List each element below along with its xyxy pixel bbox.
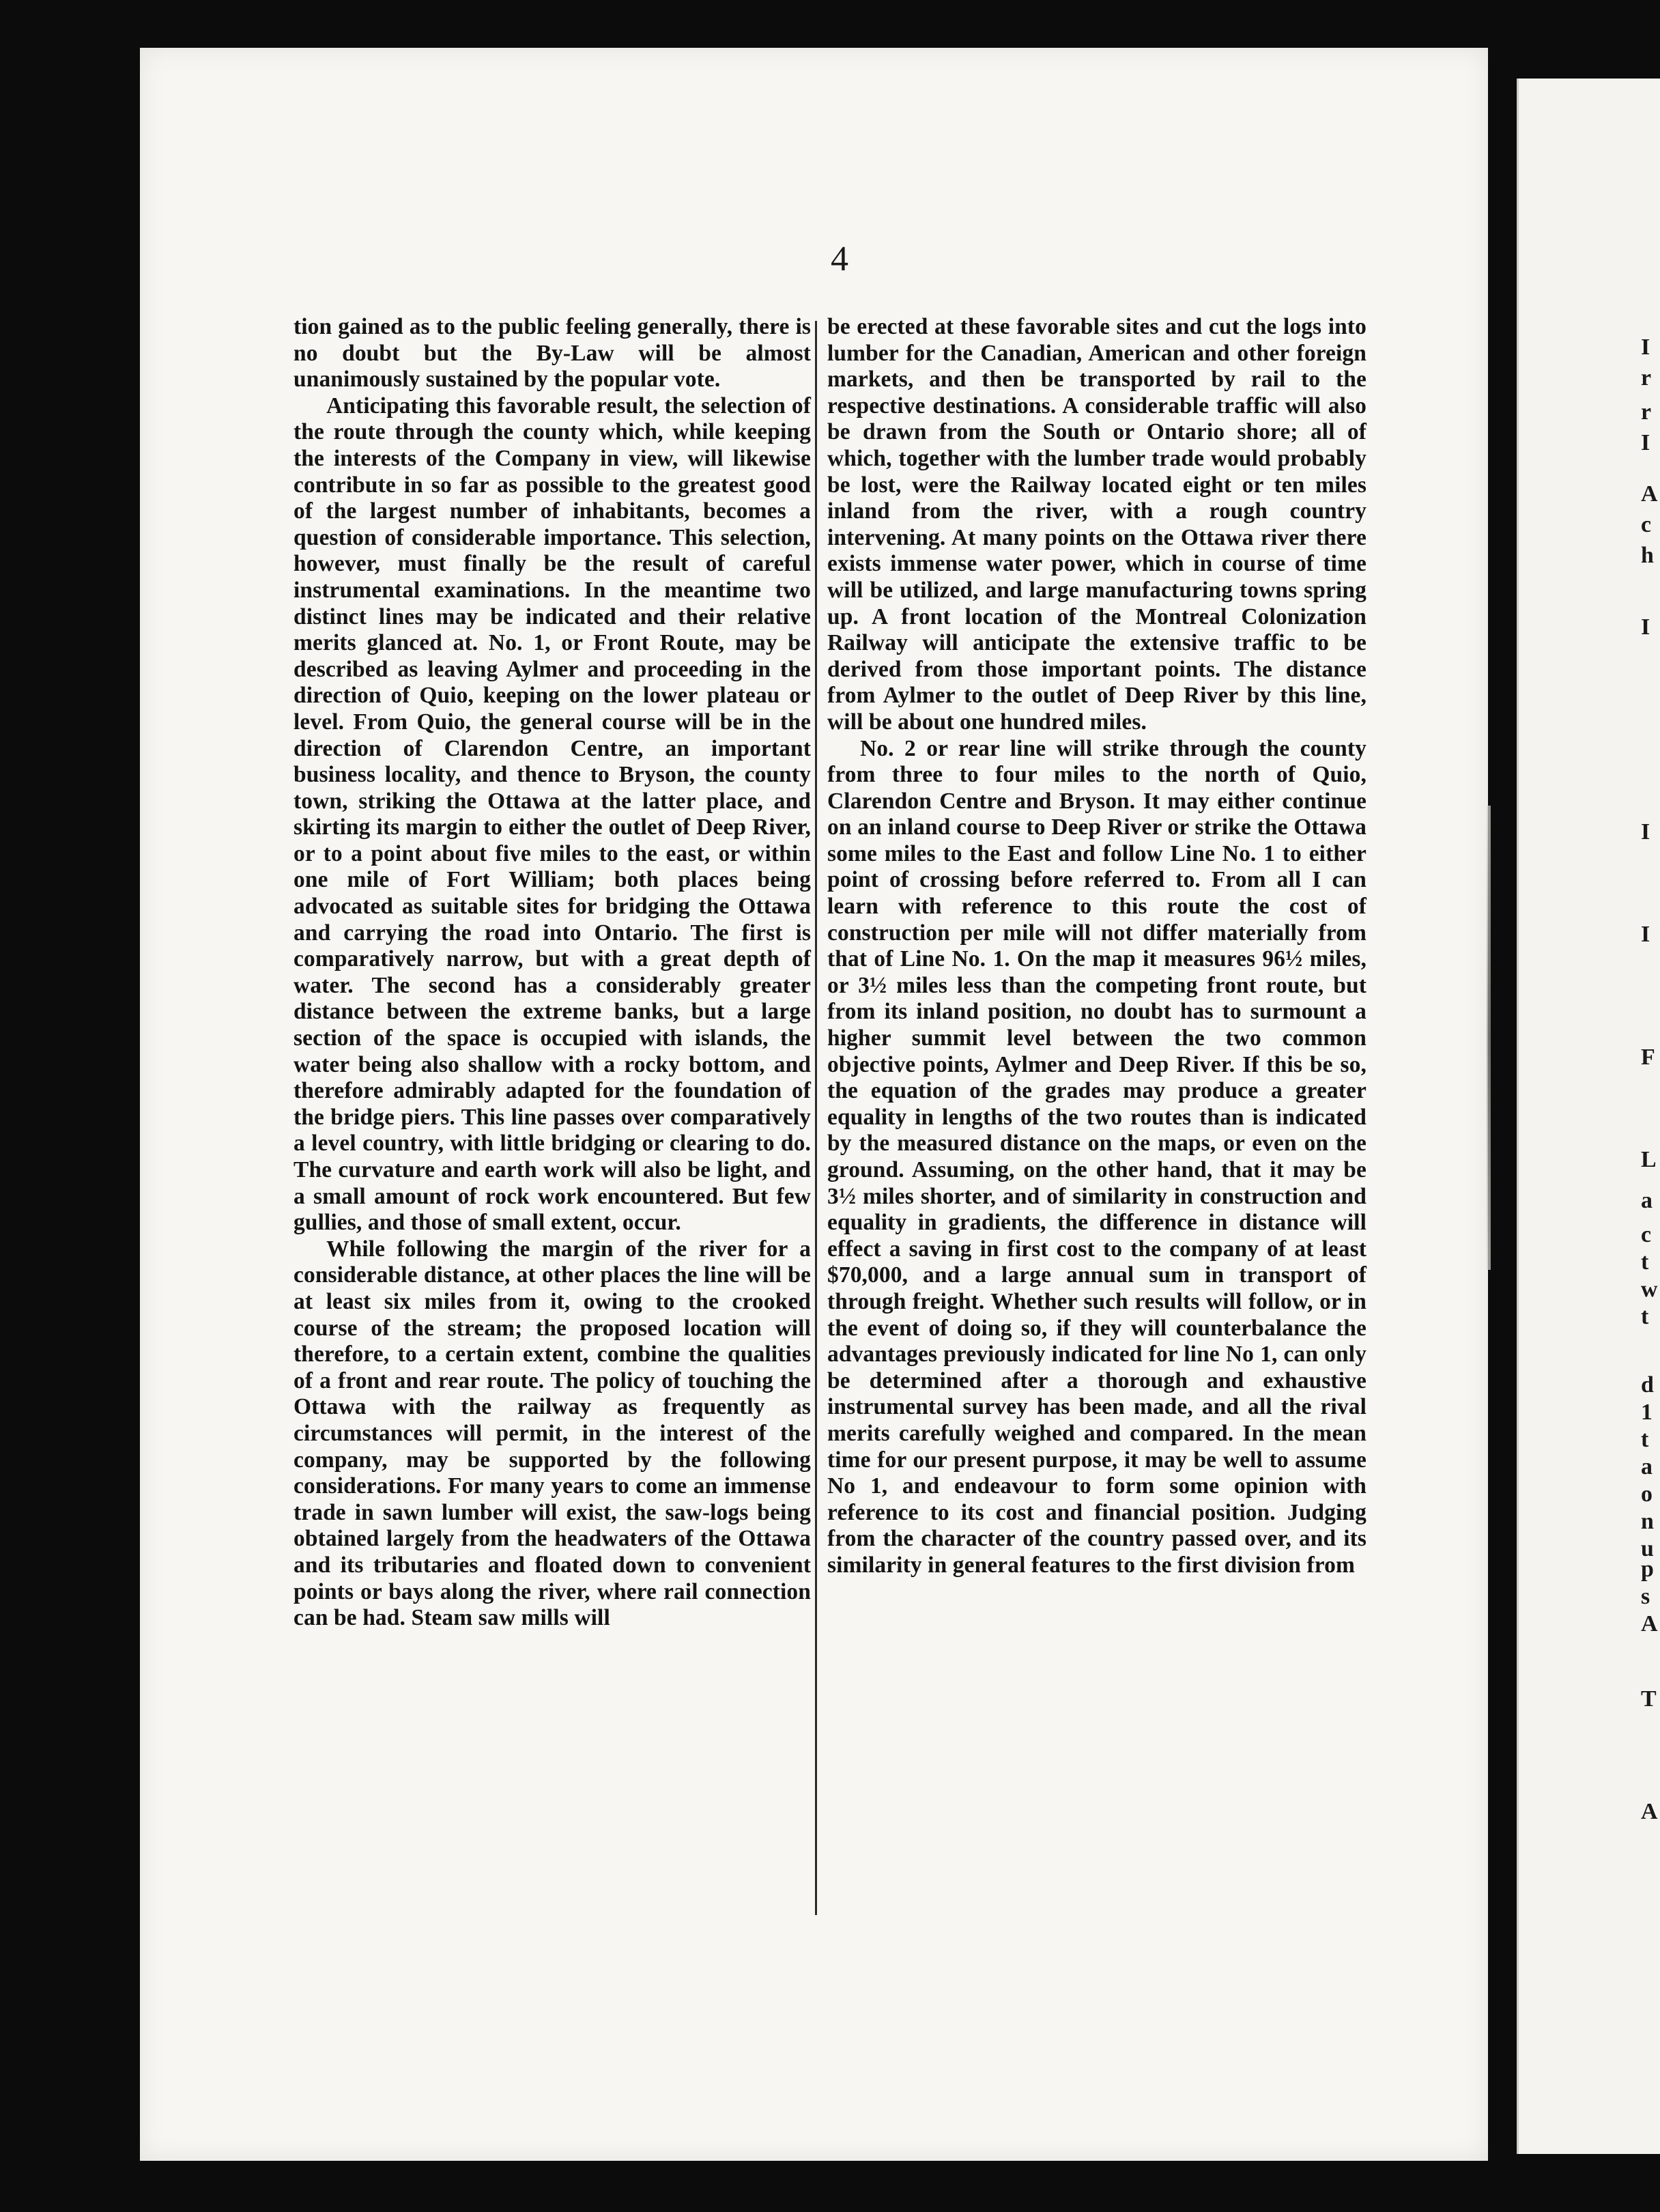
next-page-fragment: A xyxy=(1641,1611,1658,1636)
next-page-fragment: d xyxy=(1641,1372,1654,1398)
paragraph: While following the margin of the river for a considerable distance, at other places the line will be at least six miles from it, owing to the crooked course of the stream; the proposed location will therefore, to a certain extent, combine the qualities of a front and rear route. The policy of touching the Ottawa with the railway as frequently as circumstances will permit, in the interest of the company, may be supported by the following considerations. For many years to come an immense trade in sawn lumber will exist, the saw-logs being obtained largely from the headwaters of the Ottawa and its tributaries and floated down to convenient points or bays along the river, where rail connection can be had. Steam saw mills will xyxy=(294,1236,811,1631)
next-page-fragment: r xyxy=(1641,399,1652,425)
next-page-fragment: n xyxy=(1641,1509,1654,1534)
next-page-fragment: A xyxy=(1641,481,1658,507)
next-page-fragment: I xyxy=(1641,922,1650,947)
column-divider xyxy=(815,321,817,1915)
next-page-fragment: I xyxy=(1641,614,1650,640)
next-page-fragment: t xyxy=(1641,1304,1649,1329)
next-page-fragment: r xyxy=(1641,365,1652,391)
page-number: 4 xyxy=(831,240,848,279)
next-page-fragment: h xyxy=(1641,543,1654,568)
next-page-fragment: I xyxy=(1641,430,1650,455)
next-page-fragment: u xyxy=(1641,1536,1654,1561)
next-page-fragment: F xyxy=(1641,1045,1655,1070)
next-page-fragment: c xyxy=(1641,1222,1652,1247)
left-text-column xyxy=(294,314,811,1632)
next-page-fragment: I xyxy=(1641,335,1650,360)
paragraph: Anticipating this favorable result, the selection of the route through the county which, while keeping the interests of the Company in view, will likewise contribute in so far as possible to the greatest good of the largest number of inhabitants, becomes a question of considerable importance. This selection, however, must finally be the result of careful instrumental examinations. In the meantime two distinct lines may be indicated and their relative merits glanced at. No. 1, or Front Route, may be described as leaving Aylmer and proceeding in the direction of Quio, keeping on the lower plateau or level. From Quio, the general course will be in the direction of Clarendon Centre, an important business locality, and thence to Bryson, the county town, striking the Ottawa at the latter place, and skirting its margin to either the outlet of Deep River, or to a point about five miles to the east, or within one mile of Fort William; both places being advocated as suitable sites for bridging the Ottawa and carrying the road into Ontario. The first is comparatively narrow, but with a great depth of water. The second has a considerably greater distance between the extreme banks, but a large section of the space is occupied with islands, the water being also shallow with a rocky bottom, and therefore admirably adapted for the foundation of the bridge piers. This line passes over comparatively a level country, with little bridging or clearing to do. The curvature and earth work will also be light, and a small amount of rock work encountered. But few gullies, and those of small extent, occur. xyxy=(294,393,811,1236)
next-page-fragment: s xyxy=(1641,1584,1650,1609)
right-text-column xyxy=(827,314,1366,1579)
next-page-fragment: a xyxy=(1641,1454,1652,1479)
paragraph: tion gained as to the public feeling generally, there is no doubt but the By-Law will be almost unanimously sustained by the popular vote. xyxy=(294,314,811,393)
adjacent-page xyxy=(1517,79,1660,2154)
next-page-fragment: t xyxy=(1641,1249,1649,1275)
next-page-fragment: t xyxy=(1641,1427,1649,1452)
next-page-fragment: T xyxy=(1641,1686,1657,1712)
paragraph: No. 2 or rear line will strike through the county from three to four miles to the north of Quio, Clarendon Centre and Bryson. It may either continue on an inland course to Deep River or strike the Ottawa some miles to the East and follow Line No. 1 to either point of crossing before referred to. From all I can learn with reference to this route the cost of construction per mile will not differ materially from that of Line No. 1. On the map it measures 96½ miles, or 3½ miles less than the competing front route, but from its inland position, no doubt has to surmount a higher summit level between the two common objective points, Aylmer and Deep River. If this be so, the equation of the grades may produce a greater equality in lengths of the two routes than is indicated by the measured distance on the maps, or even on the ground. Assuming, on the other hand, that it may be 3½ miles shorter, and of similarity in construction and equality in gradients, the difference in distance will effect a saving in first cost to the company of at least $70,000, and a large annual sum in transport of through freight. Whether such results will follow, or in the event of doing so, if they will counterbalance the advantages previously indicated for line No 1, can only be determined after a thorough and exhaustive instrumental survey has been made, and all the rival merits carefully weighed and compared. In the mean time for our present purpose, it may be well to assume No 1, and endeavour to form some opinion with reference to its cost and financial position. Judging from the character of the country passed over, and its similarity in general features to the first division from xyxy=(827,735,1366,1578)
next-page-fragment: a xyxy=(1641,1188,1652,1213)
next-page-fragment: w xyxy=(1641,1277,1658,1302)
next-page-fragment: L xyxy=(1641,1147,1657,1172)
next-page-fragment: A xyxy=(1641,1799,1658,1824)
page-fold xyxy=(1487,806,1491,1270)
next-page-fragment: o xyxy=(1641,1481,1652,1507)
next-page-fragment: I xyxy=(1641,819,1650,845)
next-page-fragment: p xyxy=(1641,1557,1654,1582)
paragraph: be erected at these favorable sites and cut the logs into lumber for the Canadian, American and other foreign markets, and then be transported by rail to the respective destinations. A considerable traffic will also be drawn from the South or Ontario shore; all of which, together with the lumber trade would probably be lost, were the Railway located eight or ten miles inland from the river, with a rough country intervening. At many points on the Ottawa river there exists immense water power, which in course of time will be utilized, and large manufacturing towns spring up. A front location of the Montreal Colonization Railway will anticipate the extensive traffic to be derived from those important points. The distance from Aylmer to the outlet of Deep River by this line, will be about one hundred miles. xyxy=(827,314,1366,735)
next-page-fragment: 1 xyxy=(1641,1400,1652,1425)
next-page-fragment: c xyxy=(1641,512,1652,537)
